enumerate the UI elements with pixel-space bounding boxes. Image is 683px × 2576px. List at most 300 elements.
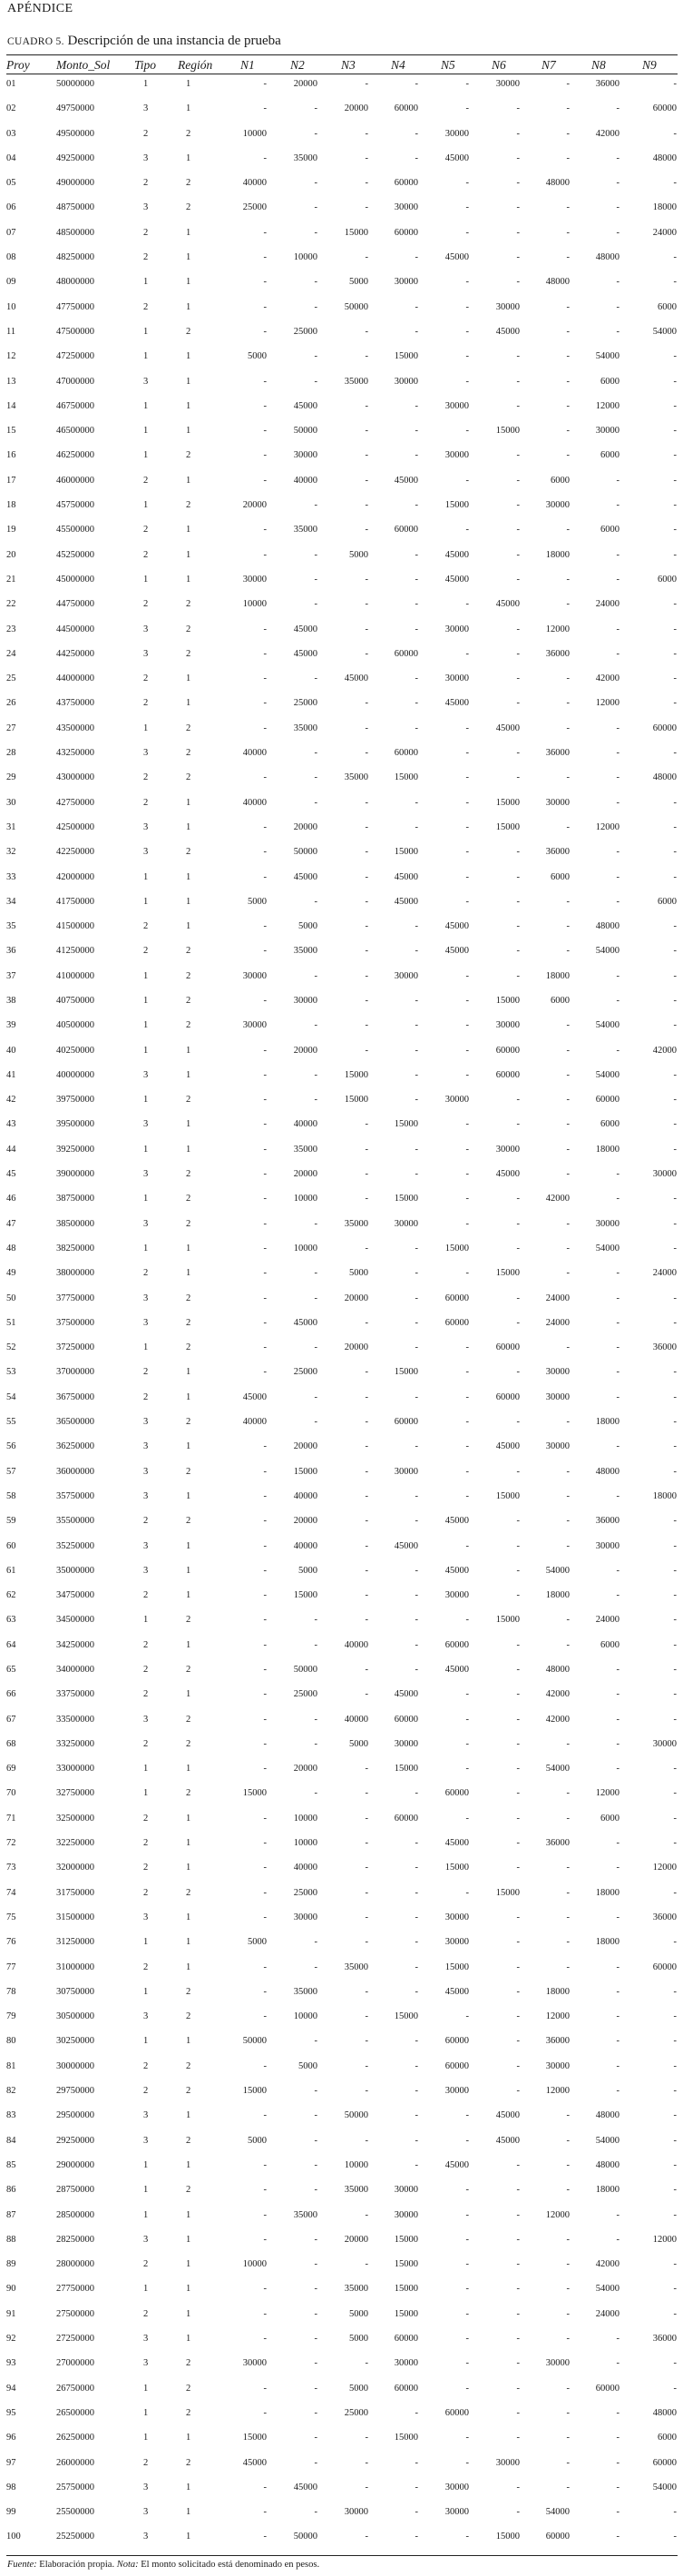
cell-tipo: 1 xyxy=(143,1615,149,1626)
cell-n5: 60000 xyxy=(444,1317,469,1328)
cell-n5: - xyxy=(465,426,469,437)
cell-n4: 15000 xyxy=(394,2234,418,2245)
table-row xyxy=(6,1614,678,1638)
cell-n8: - xyxy=(616,103,620,114)
cell-monto-sol: 33000000 xyxy=(56,1764,94,1775)
cell-n8: 60000 xyxy=(595,2383,620,2394)
cell-n9: - xyxy=(673,2159,677,2170)
cell-proy: 67 xyxy=(6,1714,16,1725)
cell-tipo: 1 xyxy=(143,2185,149,2196)
cell-proy: 44 xyxy=(6,1144,16,1155)
table-row xyxy=(6,2109,678,2134)
cell-n5: 15000 xyxy=(444,500,469,511)
cell-region: 1 xyxy=(186,252,191,263)
table-row xyxy=(6,1986,678,2011)
cell-n4: 60000 xyxy=(394,748,418,759)
cell-n5: - xyxy=(465,1417,469,1428)
cell-n4: 45000 xyxy=(394,896,418,907)
cell-n1: - xyxy=(263,624,267,634)
cell-n3: - xyxy=(365,326,368,337)
cell-proy: 02 xyxy=(6,103,16,114)
cell-proy: 46 xyxy=(6,1194,16,1204)
cell-n6: - xyxy=(516,1639,520,1650)
cell-n6: - xyxy=(516,1689,520,1700)
cell-n2: - xyxy=(314,1095,317,1106)
cell-n4: - xyxy=(415,2086,418,2097)
cell-n3: - xyxy=(365,128,368,139)
cell-n6: - xyxy=(516,1961,520,1972)
cell-tipo: 1 xyxy=(143,79,149,89)
cell-n2: - xyxy=(314,2284,317,2295)
cell-n3: - xyxy=(365,921,368,932)
cell-n6: - xyxy=(516,1590,520,1601)
cell-n6: - xyxy=(516,1119,520,1130)
cell-n5: 30000 xyxy=(444,2507,469,2518)
cell-n7: - xyxy=(566,1119,570,1130)
cell-n1: - xyxy=(263,1590,267,1601)
cell-n7: - xyxy=(566,1516,570,1527)
cell-n1: - xyxy=(263,1863,267,1873)
cell-region: 1 xyxy=(186,1590,191,1601)
cell-tipo: 2 xyxy=(143,1863,149,1873)
cell-n4: - xyxy=(415,2159,418,2170)
table-row xyxy=(6,251,678,276)
cell-n8: 12000 xyxy=(595,400,620,411)
cell-n7: - xyxy=(566,2259,570,2270)
cell-proy: 20 xyxy=(6,549,16,560)
cell-monto-sol: 29500000 xyxy=(56,2110,94,2121)
cell-n5: - xyxy=(465,2209,469,2220)
cell-proy: 96 xyxy=(6,2433,16,2443)
table-row xyxy=(6,2357,678,2382)
cell-n6: - xyxy=(516,1516,520,1527)
cell-n5: 60000 xyxy=(444,1788,469,1799)
cell-proy: 50 xyxy=(6,1293,16,1303)
cell-n1: - xyxy=(263,2532,267,2542)
cell-n1: - xyxy=(263,475,267,486)
cell-tipo: 1 xyxy=(143,995,149,1006)
cell-n4: 45000 xyxy=(394,475,418,486)
cell-n8: - xyxy=(616,1689,620,1700)
cell-n8: - xyxy=(616,797,620,808)
cell-n4: - xyxy=(415,946,418,957)
cell-n3: - xyxy=(365,698,368,709)
cell-n7: 6000 xyxy=(551,475,570,486)
cell-region: 1 xyxy=(186,797,191,808)
cell-n4: - xyxy=(415,1342,418,1353)
cell-n9: 6000 xyxy=(658,301,677,312)
cell-n5: 60000 xyxy=(444,2407,469,2418)
cell-n3: 35000 xyxy=(344,2185,368,2196)
cell-n6: 15000 xyxy=(495,2532,520,2542)
cell-n6: - xyxy=(516,2334,520,2345)
cell-n4: 30000 xyxy=(394,1218,418,1229)
cell-monto-sol: 31000000 xyxy=(56,1961,94,1972)
cell-n7: - xyxy=(566,574,570,585)
cell-n7: 30000 xyxy=(545,500,570,511)
cell-n1: - xyxy=(263,2159,267,2170)
header-n6: N6 xyxy=(492,58,506,72)
cell-n2: - xyxy=(314,1020,317,1031)
cell-region: 1 xyxy=(186,2308,191,2319)
cell-n4: - xyxy=(415,2507,418,2518)
cell-tipo: 2 xyxy=(143,549,149,560)
cell-n6: - xyxy=(516,2086,520,2097)
cell-n3: - xyxy=(365,178,368,189)
cell-n2: - xyxy=(314,2457,317,2468)
cell-n1: - xyxy=(263,376,267,387)
cell-n6: - xyxy=(516,376,520,387)
cell-proy: 52 xyxy=(6,1342,16,1353)
table-row xyxy=(6,2209,678,2234)
cell-n5: - xyxy=(465,1194,469,1204)
cell-n4: - xyxy=(415,152,418,163)
table-row xyxy=(6,1391,678,1416)
cell-n1: - xyxy=(263,426,267,437)
cell-region: 1 xyxy=(186,301,191,312)
cell-monto-sol: 45500000 xyxy=(56,525,94,536)
cell-n4: 15000 xyxy=(394,2284,418,2295)
table-row xyxy=(6,846,678,870)
cell-monto-sol: 44000000 xyxy=(56,673,94,684)
cell-n5: 30000 xyxy=(444,2086,469,2097)
table-row xyxy=(6,821,678,846)
table-row xyxy=(6,449,678,474)
cell-n5: 30000 xyxy=(444,1095,469,1106)
table-row xyxy=(6,1862,678,1886)
cell-monto-sol: 30750000 xyxy=(56,1986,94,1997)
cell-proy: 92 xyxy=(6,2334,16,2345)
cell-n1: - xyxy=(263,698,267,709)
cell-n8: 54000 xyxy=(595,946,620,957)
cell-n1: - xyxy=(263,1689,267,1700)
cell-n6: - xyxy=(516,2259,520,2270)
table-row xyxy=(6,1589,678,1614)
cell-n4: - xyxy=(415,624,418,634)
cell-n5: - xyxy=(465,772,469,783)
cell-n6: 45000 xyxy=(495,2135,520,2146)
cell-proy: 82 xyxy=(6,2086,16,2097)
cell-tipo: 2 xyxy=(143,2308,149,2319)
cell-n7: - xyxy=(566,1961,570,1972)
cell-proy: 90 xyxy=(6,2284,16,2295)
cell-n2: - xyxy=(314,227,317,238)
cell-monto-sol: 36250000 xyxy=(56,1441,94,1452)
table-row xyxy=(6,524,678,548)
cell-n2: - xyxy=(314,2259,317,2270)
cell-n7: 24000 xyxy=(545,1317,570,1328)
cell-n3: 35000 xyxy=(344,2284,368,2295)
cell-monto-sol: 40500000 xyxy=(56,1020,94,1031)
cell-tipo: 2 xyxy=(143,1268,149,1279)
cell-n2: 50000 xyxy=(293,1665,317,1675)
cell-monto-sol: 29250000 xyxy=(56,2135,94,2146)
cell-n9: - xyxy=(673,2036,677,2047)
cell-n6: 30000 xyxy=(495,1020,520,1031)
cell-n1: - xyxy=(263,326,267,337)
cell-n8: - xyxy=(616,1565,620,1576)
table-row xyxy=(6,1515,678,1539)
cell-n2: 35000 xyxy=(293,723,317,733)
cell-region: 1 xyxy=(186,2433,191,2443)
cell-n6: - xyxy=(516,1317,520,1328)
cell-n3: - xyxy=(365,1367,368,1378)
cell-n1: - xyxy=(263,1665,267,1675)
cell-n3: - xyxy=(365,1838,368,1849)
cell-tipo: 1 xyxy=(143,500,149,511)
cell-n3: - xyxy=(365,2209,368,2220)
table-row xyxy=(6,2258,678,2283)
cell-n5: - xyxy=(465,1441,469,1452)
cell-n1: - xyxy=(263,1565,267,1576)
cell-n2: - xyxy=(314,970,317,981)
cell-region: 2 xyxy=(186,995,191,1006)
cell-n8: - xyxy=(616,1045,620,1056)
cell-n3: - xyxy=(365,995,368,1006)
cell-proy: 39 xyxy=(6,1020,16,1031)
cell-n2: - xyxy=(314,1961,317,1972)
cell-tipo: 1 xyxy=(143,2036,149,2047)
cell-n3: - xyxy=(365,2086,368,2097)
cell-n3: - xyxy=(365,896,368,907)
cell-tipo: 1 xyxy=(143,351,149,362)
cell-n4: - xyxy=(415,821,418,832)
cell-n8: - xyxy=(616,847,620,858)
table-row xyxy=(6,2457,678,2482)
cell-proy: 10 xyxy=(6,301,16,312)
cell-region: 2 xyxy=(186,2185,191,2196)
table-row xyxy=(6,1466,678,1490)
cell-region: 2 xyxy=(186,1342,191,1353)
header-monto-sol: Monto_Sol xyxy=(56,58,111,72)
cell-region: 2 xyxy=(186,847,191,858)
cell-n1: - xyxy=(263,1764,267,1775)
cell-n1: - xyxy=(263,450,267,461)
cell-n9: - xyxy=(673,1986,677,1997)
cell-n1: - xyxy=(263,227,267,238)
cell-n9: - xyxy=(673,624,677,634)
cell-proy: 48 xyxy=(6,1243,16,1254)
cell-n3: - xyxy=(365,1937,368,1948)
cell-n8: - xyxy=(616,2060,620,2071)
cell-n6: 60000 xyxy=(495,1045,520,1056)
cell-n9: - xyxy=(673,1144,677,1155)
cell-n4: - xyxy=(415,673,418,684)
cell-tipo: 1 xyxy=(143,1243,149,1254)
cell-monto-sol: 43750000 xyxy=(56,698,94,709)
table-caption-label: CUADRO 5. xyxy=(7,36,64,47)
cell-n9: - xyxy=(673,821,677,832)
cell-n9: - xyxy=(673,1714,677,1725)
table-row xyxy=(6,1416,678,1440)
cell-tipo: 2 xyxy=(143,227,149,238)
cell-n5: - xyxy=(465,202,469,213)
cell-n5: - xyxy=(465,1714,469,1725)
cell-n8: - xyxy=(616,1194,620,1204)
cell-n2: 45000 xyxy=(293,1317,317,1328)
cell-tipo: 3 xyxy=(143,1441,149,1452)
cell-n8: 18000 xyxy=(595,1887,620,1898)
cell-proy: 62 xyxy=(6,1590,16,1601)
cell-region: 1 xyxy=(186,2036,191,2047)
cell-n1: - xyxy=(263,1639,267,1650)
table-row xyxy=(6,896,678,920)
cell-n7: - xyxy=(566,1788,570,1799)
cell-n6: - xyxy=(516,1565,520,1576)
cell-proy: 30 xyxy=(6,797,16,808)
cell-region: 1 xyxy=(186,1144,191,1155)
cell-region: 2 xyxy=(186,128,191,139)
cell-region: 1 xyxy=(186,1490,191,1501)
cell-n6: - xyxy=(516,574,520,585)
cell-region: 2 xyxy=(186,1986,191,1997)
table-row xyxy=(6,2234,678,2258)
cell-n5: - xyxy=(465,277,469,288)
cell-n8: - xyxy=(616,1342,620,1353)
cell-n5: 60000 xyxy=(444,2060,469,2071)
table-row xyxy=(6,1813,678,1837)
cell-monto-sol: 47500000 xyxy=(56,326,94,337)
table-row xyxy=(6,1664,678,1688)
table-row xyxy=(6,1144,678,1168)
cell-n5: - xyxy=(465,1144,469,1155)
cell-n8: - xyxy=(616,1293,620,1303)
cell-n9: 60000 xyxy=(652,1961,677,1972)
cell-tipo: 1 xyxy=(143,1937,149,1948)
cell-monto-sol: 27250000 xyxy=(56,2334,94,2345)
cell-n2: 5000 xyxy=(298,2060,317,2071)
cell-n6: - xyxy=(516,2036,520,2047)
cell-monto-sol: 25750000 xyxy=(56,2482,94,2492)
cell-region: 1 xyxy=(186,1540,191,1551)
cell-monto-sol: 26000000 xyxy=(56,2457,94,2468)
cell-n3: - xyxy=(365,1243,368,1254)
cell-proy: 28 xyxy=(6,748,16,759)
cell-n5: - xyxy=(465,2358,469,2369)
cell-region: 1 xyxy=(186,103,191,114)
table-row xyxy=(6,1218,678,1243)
cell-n4: - xyxy=(415,400,418,411)
cell-monto-sol: 25250000 xyxy=(56,2532,94,2542)
cell-n6: - xyxy=(516,1417,520,1428)
cell-n5: 45000 xyxy=(444,921,469,932)
cell-n9: - xyxy=(673,376,677,387)
cell-monto-sol: 44750000 xyxy=(56,599,94,610)
cell-n7: 30000 xyxy=(545,1441,570,1452)
cell-proy: 68 xyxy=(6,1738,16,1749)
cell-n4: - xyxy=(415,921,418,932)
cell-n9: 18000 xyxy=(652,1490,677,1501)
cell-monto-sol: 34250000 xyxy=(56,1639,94,1650)
cell-n8: 12000 xyxy=(595,821,620,832)
cell-n7: - xyxy=(566,1813,570,1824)
cell-n6: - xyxy=(516,128,520,139)
cell-region: 1 xyxy=(186,574,191,585)
cell-n5: - xyxy=(465,1045,469,1056)
table-row xyxy=(6,2407,678,2432)
cell-n1: 5000 xyxy=(248,351,267,362)
cell-n2: 45000 xyxy=(293,2482,317,2492)
cell-n5: - xyxy=(465,1466,469,1477)
cell-n3: - xyxy=(365,152,368,163)
cell-monto-sol: 28750000 xyxy=(56,2185,94,2196)
cell-n3: - xyxy=(365,1986,368,1997)
cell-n7: - xyxy=(566,227,570,238)
cell-monto-sol: 42500000 xyxy=(56,821,94,832)
table-row xyxy=(6,995,678,1019)
cell-n9: 30000 xyxy=(652,1169,677,1180)
cell-n5: - xyxy=(465,1764,469,1775)
cell-n8: 42000 xyxy=(595,128,620,139)
cell-n7: - xyxy=(566,1095,570,1106)
cell-n7: - xyxy=(566,2457,570,2468)
cell-n1: 45000 xyxy=(242,1391,267,1402)
cell-n4: - xyxy=(415,1069,418,1080)
cell-n9: - xyxy=(673,525,677,536)
cell-n9: 6000 xyxy=(658,896,677,907)
cell-n8: - xyxy=(616,2011,620,2022)
cell-monto-sol: 42250000 xyxy=(56,847,94,858)
cell-n3: - xyxy=(365,1169,368,1180)
cell-n5: - xyxy=(465,1268,469,1279)
table-row xyxy=(6,499,678,524)
table-row xyxy=(6,326,678,350)
cell-monto-sol: 29000000 xyxy=(56,2159,94,2170)
cell-n6: 15000 xyxy=(495,995,520,1006)
cell-proy: 37 xyxy=(6,970,16,981)
cell-tipo: 3 xyxy=(143,2234,149,2245)
cell-n7: - xyxy=(566,772,570,783)
cell-region: 2 xyxy=(186,326,191,337)
cell-proy: 89 xyxy=(6,2259,16,2270)
cell-n5: 30000 xyxy=(444,673,469,684)
cell-n5: 45000 xyxy=(444,946,469,957)
cell-proy: 47 xyxy=(6,1218,16,1229)
cell-n9: - xyxy=(673,2110,677,2121)
cell-n6: - xyxy=(516,772,520,783)
cell-n2: 40000 xyxy=(293,1119,317,1130)
cell-n9: - xyxy=(673,1887,677,1898)
cell-n5: - xyxy=(465,648,469,659)
cell-n7: - xyxy=(566,426,570,437)
cell-tipo: 2 xyxy=(143,2457,149,2468)
cell-n6: 60000 xyxy=(495,1342,520,1353)
cell-n7: - xyxy=(566,1490,570,1501)
cell-n9: 6000 xyxy=(658,574,677,585)
cell-n4: - xyxy=(415,2036,418,2047)
cell-n1: - xyxy=(263,2507,267,2518)
cell-n5: - xyxy=(465,970,469,981)
cell-n2: 25000 xyxy=(293,1887,317,1898)
cell-n5: 30000 xyxy=(444,1912,469,1922)
cell-n7: - xyxy=(566,1169,570,1180)
cell-monto-sol: 48750000 xyxy=(56,202,94,213)
cell-n8: - xyxy=(616,1764,620,1775)
cell-monto-sol: 37250000 xyxy=(56,1342,94,1353)
cell-n9: - xyxy=(673,1615,677,1626)
cell-n6: - xyxy=(516,227,520,238)
cell-n1: - xyxy=(263,1144,267,1155)
cell-tipo: 2 xyxy=(143,1391,149,1402)
cell-n4: - xyxy=(415,1887,418,1898)
cell-n8: 42000 xyxy=(595,2259,620,2270)
cell-n7: - xyxy=(566,821,570,832)
cell-proy: 29 xyxy=(6,772,16,783)
cell-n7: - xyxy=(566,1615,570,1626)
cell-n3: - xyxy=(365,2358,368,2369)
cell-n3: - xyxy=(365,500,368,511)
table-row xyxy=(6,549,678,574)
